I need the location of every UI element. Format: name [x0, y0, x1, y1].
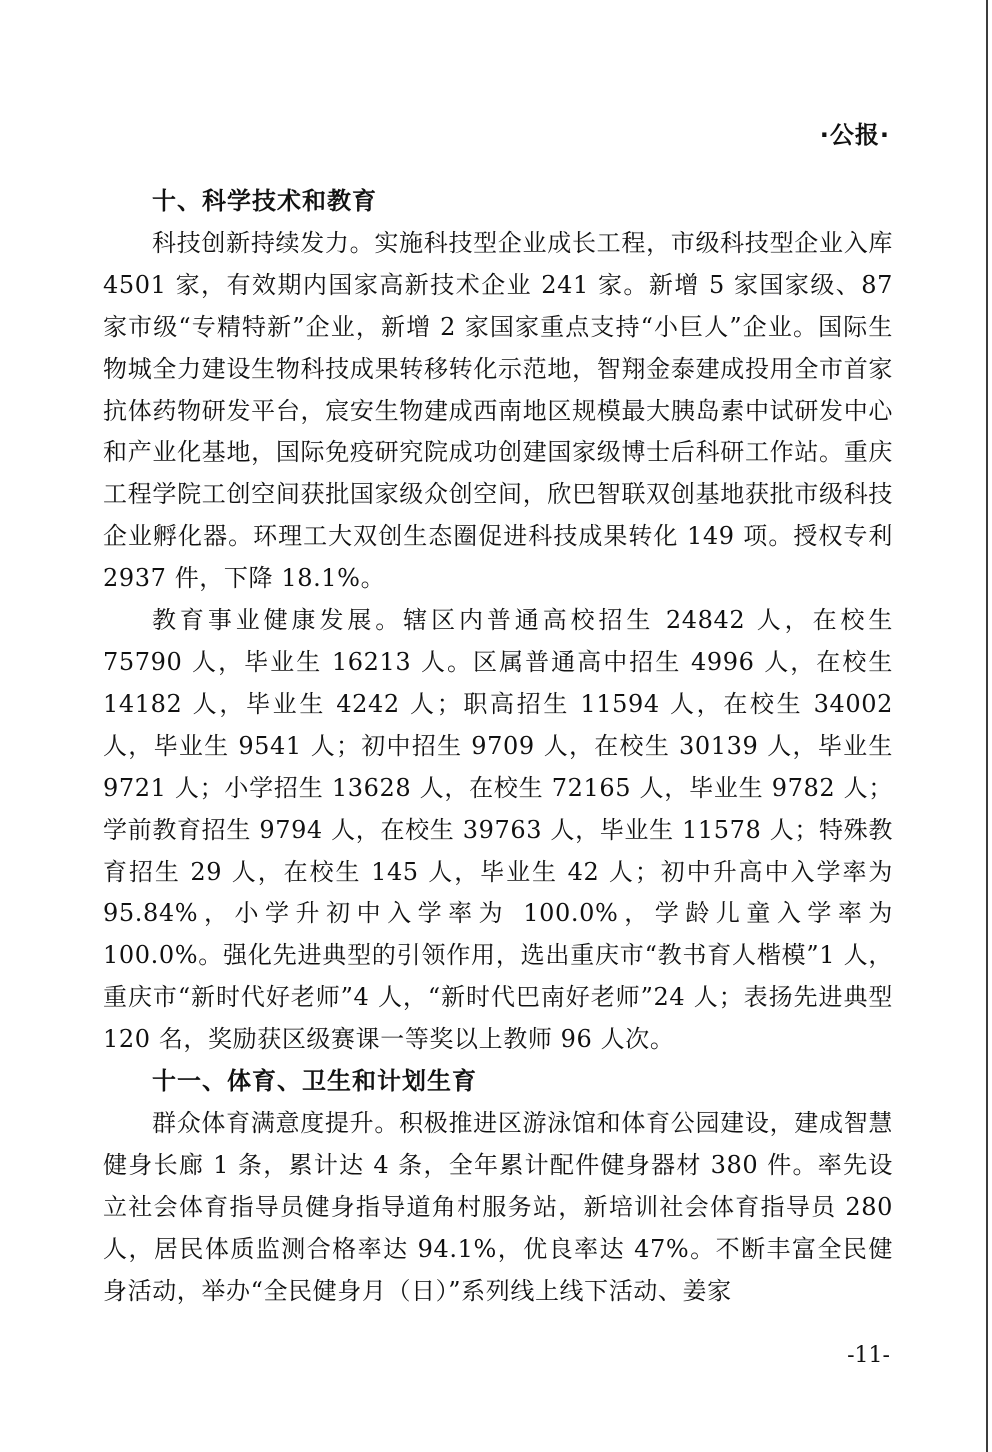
bulletin-header-mark: ·公报·	[819, 121, 890, 149]
paragraph-public-sports: 群众体育满意度提升。积极推进区游泳馆和体育公园建设，建成智慧健身长廊 1 条，累计达 4 条，全年累计配件健身器材 380 件。率先设立社会体育指导员健身指导道角村服务站，新培训社会体育指导员 280 人，居民体质监测合格率达 94.1%，优良率达 47%。不断丰富全民健身活动，举办“全民健身月（日）”系列线上线下活动、姜家	[103, 1108, 893, 1305]
page-edge-line	[986, 0, 988, 1452]
paragraph-education: 教育事业健康发展。辖区内普通高校招生 24842 人，在校生 75790 人，毕业生 16213 人。区属普通高中招生 4996 人，在校生 14182 人，毕业生 4242 人；职高招生 11594 人，在校生 34002 人，毕业生 9541 人；初中招生 9709 人，在校生 30139 人，毕业生 9721 人；小学招生 13628 人，在校生 72165 人，毕业生 9782 人；学前教育招生 9794 人，在校生 39763 人，毕业生 11578 人；特殊教育招生 29 人，在校生 145 人，毕业生 42 人；初中升高中入学率为 95.84%，小学升初中入学率为 100.0%，学龄儿童入学率为 100.0%。强化先进典型的引领作用，选出重庆市“教书育人楷模”1 人，重庆市“新时代好老师”4 人，“新时代巴南好老师”24 人；表扬先进典型 120 名，奖励获区级赛课一等奖以上教师 96 人次。	[103, 606, 893, 1054]
section-heading-sports-health: 十一、体育、卫生和计划生育	[152, 1067, 477, 1096]
paragraph-tech-innovation: 科技创新持续发力。实施科技型企业成长工程，市级科技型企业入库 4501 家，有效期内国家高新技术企业 241 家。新增 5 家国家级、87 家市级“专精特新”企业，新增 2 家国家重点支持“小巨人”企业。国际生物城全力建设生物科技成果转移转化示范地，智翔金泰建成投用全市首家抗体药物研发平台，宸安生物建成西南地区规模最大胰岛素中试研发中心和产业化基地，国际免疫研究院成功创建国家级博士后科研工作站。重庆工程学院工创空间获批国家级众创空间，欣巴智联双创基地获批市级科技企业孵化器。环理工大双创生态圈促进科技成果转化 149 项。授权专利 2937 件，下降 18.1%。	[103, 228, 893, 593]
section-heading-science-education: 十、科学技术和教育	[152, 187, 377, 215]
document-body	[103, 181, 893, 1312]
page-number: -11-	[847, 1343, 890, 1368]
